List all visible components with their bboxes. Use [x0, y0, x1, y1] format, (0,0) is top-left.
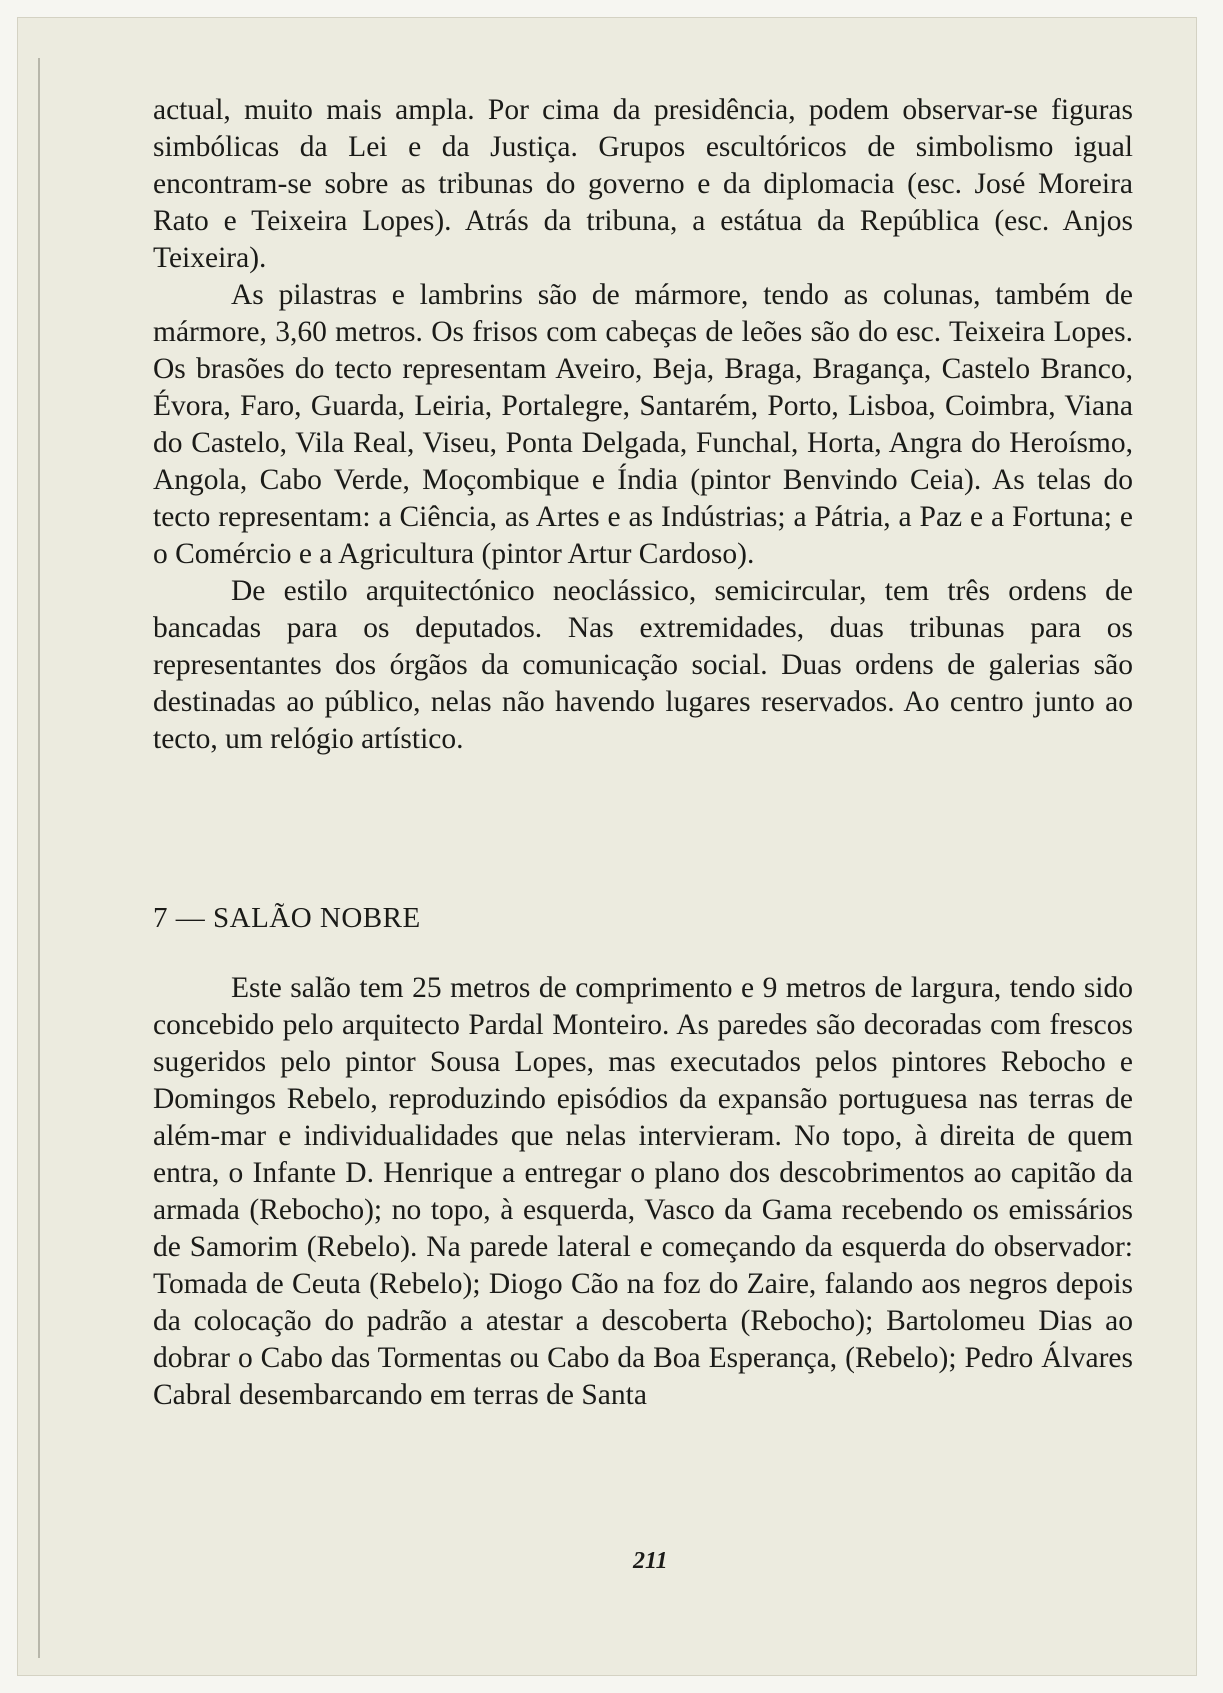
section-heading: 7 — SALÃO NOBRE: [153, 902, 421, 934]
text-block-bottom: [153, 970, 1133, 1414]
text-block-top: [153, 92, 1133, 758]
page-edge-shadow: [38, 58, 40, 1658]
paragraph: Este salão tem 25 metros de comprimento e 9 metros de largura, tendo sido concebido pelo arquitecto Pardal Monteiro. As paredes são decoradas com frescos sugeridos pelo pintor Sousa Lopes, mas executados pelos pintores Rebocho e Domingos Rebelo, reproduzindo episódios da expansão portuguesa nas terras de além-mar e individualidades que nelas intervieram. No topo, à direita de quem entra, o Infante D. Henrique a entregar o plano dos descobrimentos ao capitão da armada (Rebocho); no topo, à esquerda, Vasco da Gama recebendo os emissários de Samorim (Rebelo). Na parede lateral e começando da esquerda do observador: Tomada de Ceuta (Rebelo); Diogo Cão na foz do Zaire, falando aos negros depois da colocação do padrão a atestar a descoberta (Rebocho); Bartolomeu Dias ao dobrar o Cabo das Tormentas ou Cabo da Boa Esperança, (Rebelo); Pedro Álvares Cabral desembarcando em terras de Santa: [153, 972, 1133, 1411]
paragraph: De estilo arquitectónico neoclássico, semicircular, tem três ordens de bancadas para os deputados. Nas extremidades, duas tribunas para os representantes dos órgãos da comunicação social. Duas ordens de galerias são destinadas ao público, nelas não havendo lugares reservados. Ao centro junto ao tecto, um relógio artístico.: [153, 575, 1133, 755]
paragraph: As pilastras e lambrins são de mármore, tendo as colunas, também de mármore, 3,60 metros. Os frisos com cabeças de leões são do esc. Teixeira Lopes. Os brasões do tecto representam Aveiro, Beja, Braga, Bragança, Castelo Branco, Évora, Faro, Guarda, Leiria, Portalegre, Santarém, Porto, Lisboa, Coimbra, Viana do Castelo, Vila Real, Viseu, Ponta Delgada, Funchal, Horta, Angra do Heroísmo, Angola, Cabo Verde, Moçombique e Índia (pintor Benvindo Ceia). As telas do tecto representam: a Ciência, as Artes e as Indústrias; a Pátria, a Paz e a Fortuna; e o Comércio e a Agricultura (pintor Artur Cardoso).: [153, 279, 1133, 570]
paragraph: actual, muito mais ampla. Por cima da presidência, podem observar-se figuras simbólicas da Lei e da Justiça. Grupos escultóricos de simbolismo igual encontram-se sobre as tribunas do governo e da diplomacia (esc. José Moreira Rato e Teixeira Lopes). Atrás da tribuna, a estátua da República (esc. Anjos Teixeira).: [153, 94, 1133, 274]
page-number: 211: [633, 1548, 668, 1574]
